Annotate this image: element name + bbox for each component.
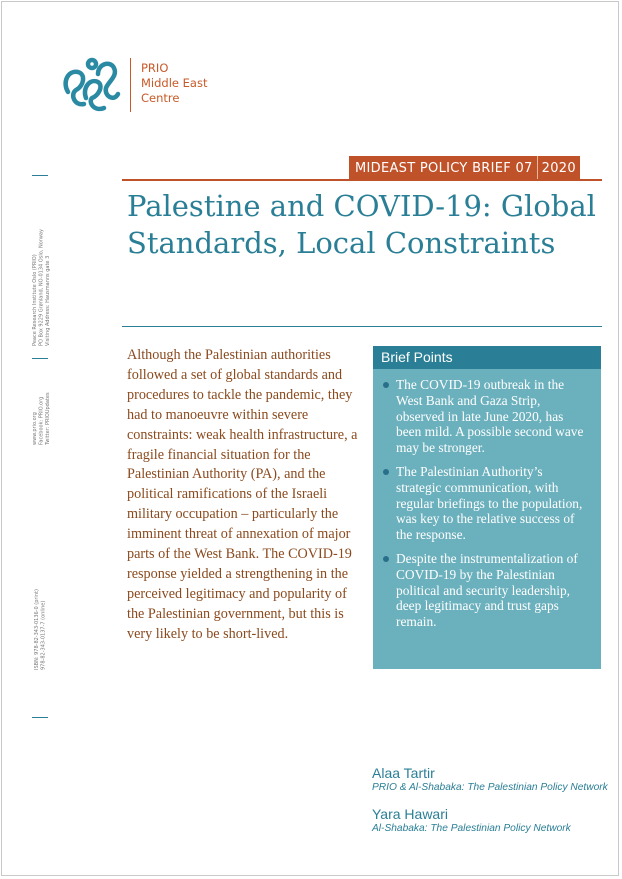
brief-points-box <box>373 346 601 669</box>
policy-brief-tag <box>349 156 580 180</box>
bullet-icon <box>383 556 389 562</box>
brief-point-text: The COVID-19 outbreak in the West Bank and Gaza Strip, observed in late June 2020, has been mild. A possible second wave may be stronger. <box>396 377 584 456</box>
sidebar-address: Peace Research Institute Oslo (PRIO) PO Box 9229 Grønland, NO-0134 Oslo, Norway Visiting Address: Hausmanns gate 3 <box>32 229 51 346</box>
brief-points-list <box>373 369 601 630</box>
brief-point <box>396 551 591 630</box>
brief-label: MIDEAST POLICY BRIEF <box>355 160 512 176</box>
title-line: Palestine and COVID-19: Global <box>127 189 596 223</box>
sidebar-isbn: ISBN: 978-82-343-0136-0 (print) 978-82-343-0137-7 (online) <box>34 589 47 670</box>
bullet-icon <box>383 469 389 475</box>
brief-point-text: The Palestinian Authority’s strategic communication, with regular briefings to the population, was key to the relative success of the response. <box>396 463 583 543</box>
author-block <box>372 765 608 794</box>
brief-points-heading: Brief Points <box>373 346 601 369</box>
author-name: Alaa Tartir <box>372 765 435 781</box>
author-block <box>372 806 571 835</box>
bullet-icon <box>383 382 389 388</box>
brief-year: 2020 <box>538 156 580 180</box>
margin-rule <box>32 175 48 176</box>
author-name: Yara Hawari <box>372 806 448 822</box>
intro-paragraph: Although the Palestinian authorities followed a set of global standards and procedures to tackle the pandemic, they had to manoeuvre within severe constraints: weak health infrastructure, a fragile financial situation for the Palestinian Authority (PA), and the political ramifications of the Israeli military occupation – particularly the imminent threat of annexation of major parts of the West Bank. The COVID-19 response yielded a strengthening in the perceived legitimacy and popularity of the Palestinian government, but this is very likely to be short-lived. <box>127 347 358 642</box>
brief-point <box>396 377 591 456</box>
margin-rule <box>32 358 48 359</box>
margin-rule <box>32 717 48 718</box>
brief-label-group <box>349 156 537 180</box>
document-title <box>127 188 607 262</box>
author-affiliation: PRIO & Al-Shabaka: The Palestinian Policy Network <box>372 782 608 793</box>
logo-wordmark <box>141 61 207 106</box>
sidebar-web: www.prio.org Facebook: PRIO.org Twitter: PRIOUpdates <box>32 392 51 445</box>
brief-point-text: Despite the instrumentalization of COVID-19 by the Palestinian political and security leadership, deep legitimacy and trust gaps remain. <box>396 550 578 630</box>
brief-rule <box>122 179 602 181</box>
logo-line: PRIO <box>141 61 169 75</box>
title-rule <box>122 326 602 327</box>
logo-divider <box>130 58 131 112</box>
brief-point <box>396 464 591 543</box>
logo-line: Centre <box>141 91 180 105</box>
author-affiliation: Al-Shabaka: The Palestinian Policy Network <box>372 823 571 834</box>
prio-figures-logo-icon <box>58 52 124 118</box>
logo-line: Middle East <box>141 76 208 90</box>
brief-number: 07 <box>515 160 533 176</box>
title-line: Standards, Local Constraints <box>127 226 556 260</box>
